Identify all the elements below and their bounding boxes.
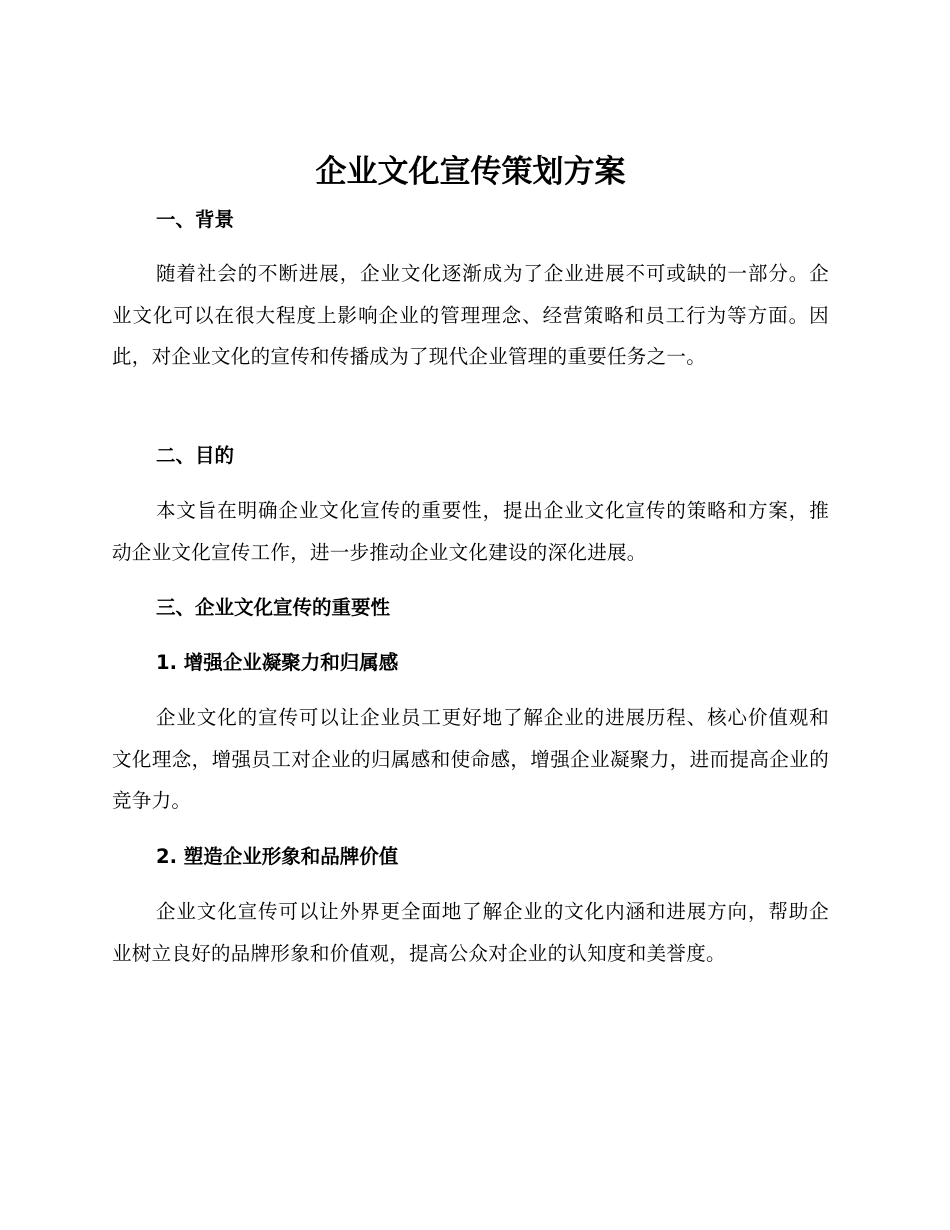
subsection-body-brand: 企业文化宣传可以让外界更全面地了解企业的文化内涵和进展方向，帮助企业树立良好的品牌形象和价值观，提高公众对企业的认知度和美誉度。 xyxy=(112,900,829,965)
section-body-purpose: 本文旨在明确企业文化宣传的重要性，提出企业文化宣传的策略和方案，推动企业文化宣传工作，进一步推动企业文化建设的深化进展。 xyxy=(112,499,829,564)
section-heading-background: 一、背景 xyxy=(156,208,235,231)
section-body-background: 随着社会的不断进展，企业文化逐渐成为了企业进展不可或缺的一部分。企业文化可以在很大程度上影响企业的管理理念、经营策略和员工行为等方面。因此，对企业文化的宣传和传播成为了现代企业管理的重要任务之一。 xyxy=(112,262,829,368)
subsection-body-cohesion: 企业文化的宣传可以让企业员工更好地了解企业的进展历程、核心价值观和文化理念，增强员工对企业的归属感和使命感，增强企业凝聚力，进而提高企业的竞争力。 xyxy=(112,706,829,812)
subsection-heading-brand: 2. 塑造企业形象和品牌价值 xyxy=(156,845,399,868)
document-title: 企业文化宣传策划方案 xyxy=(315,154,626,190)
subsection-heading-cohesion: 1. 增强企业凝聚力和归属感 xyxy=(156,651,399,674)
section-heading-importance: 三、企业文化宣传的重要性 xyxy=(156,596,391,619)
section-heading-purpose: 二、目的 xyxy=(156,444,235,467)
